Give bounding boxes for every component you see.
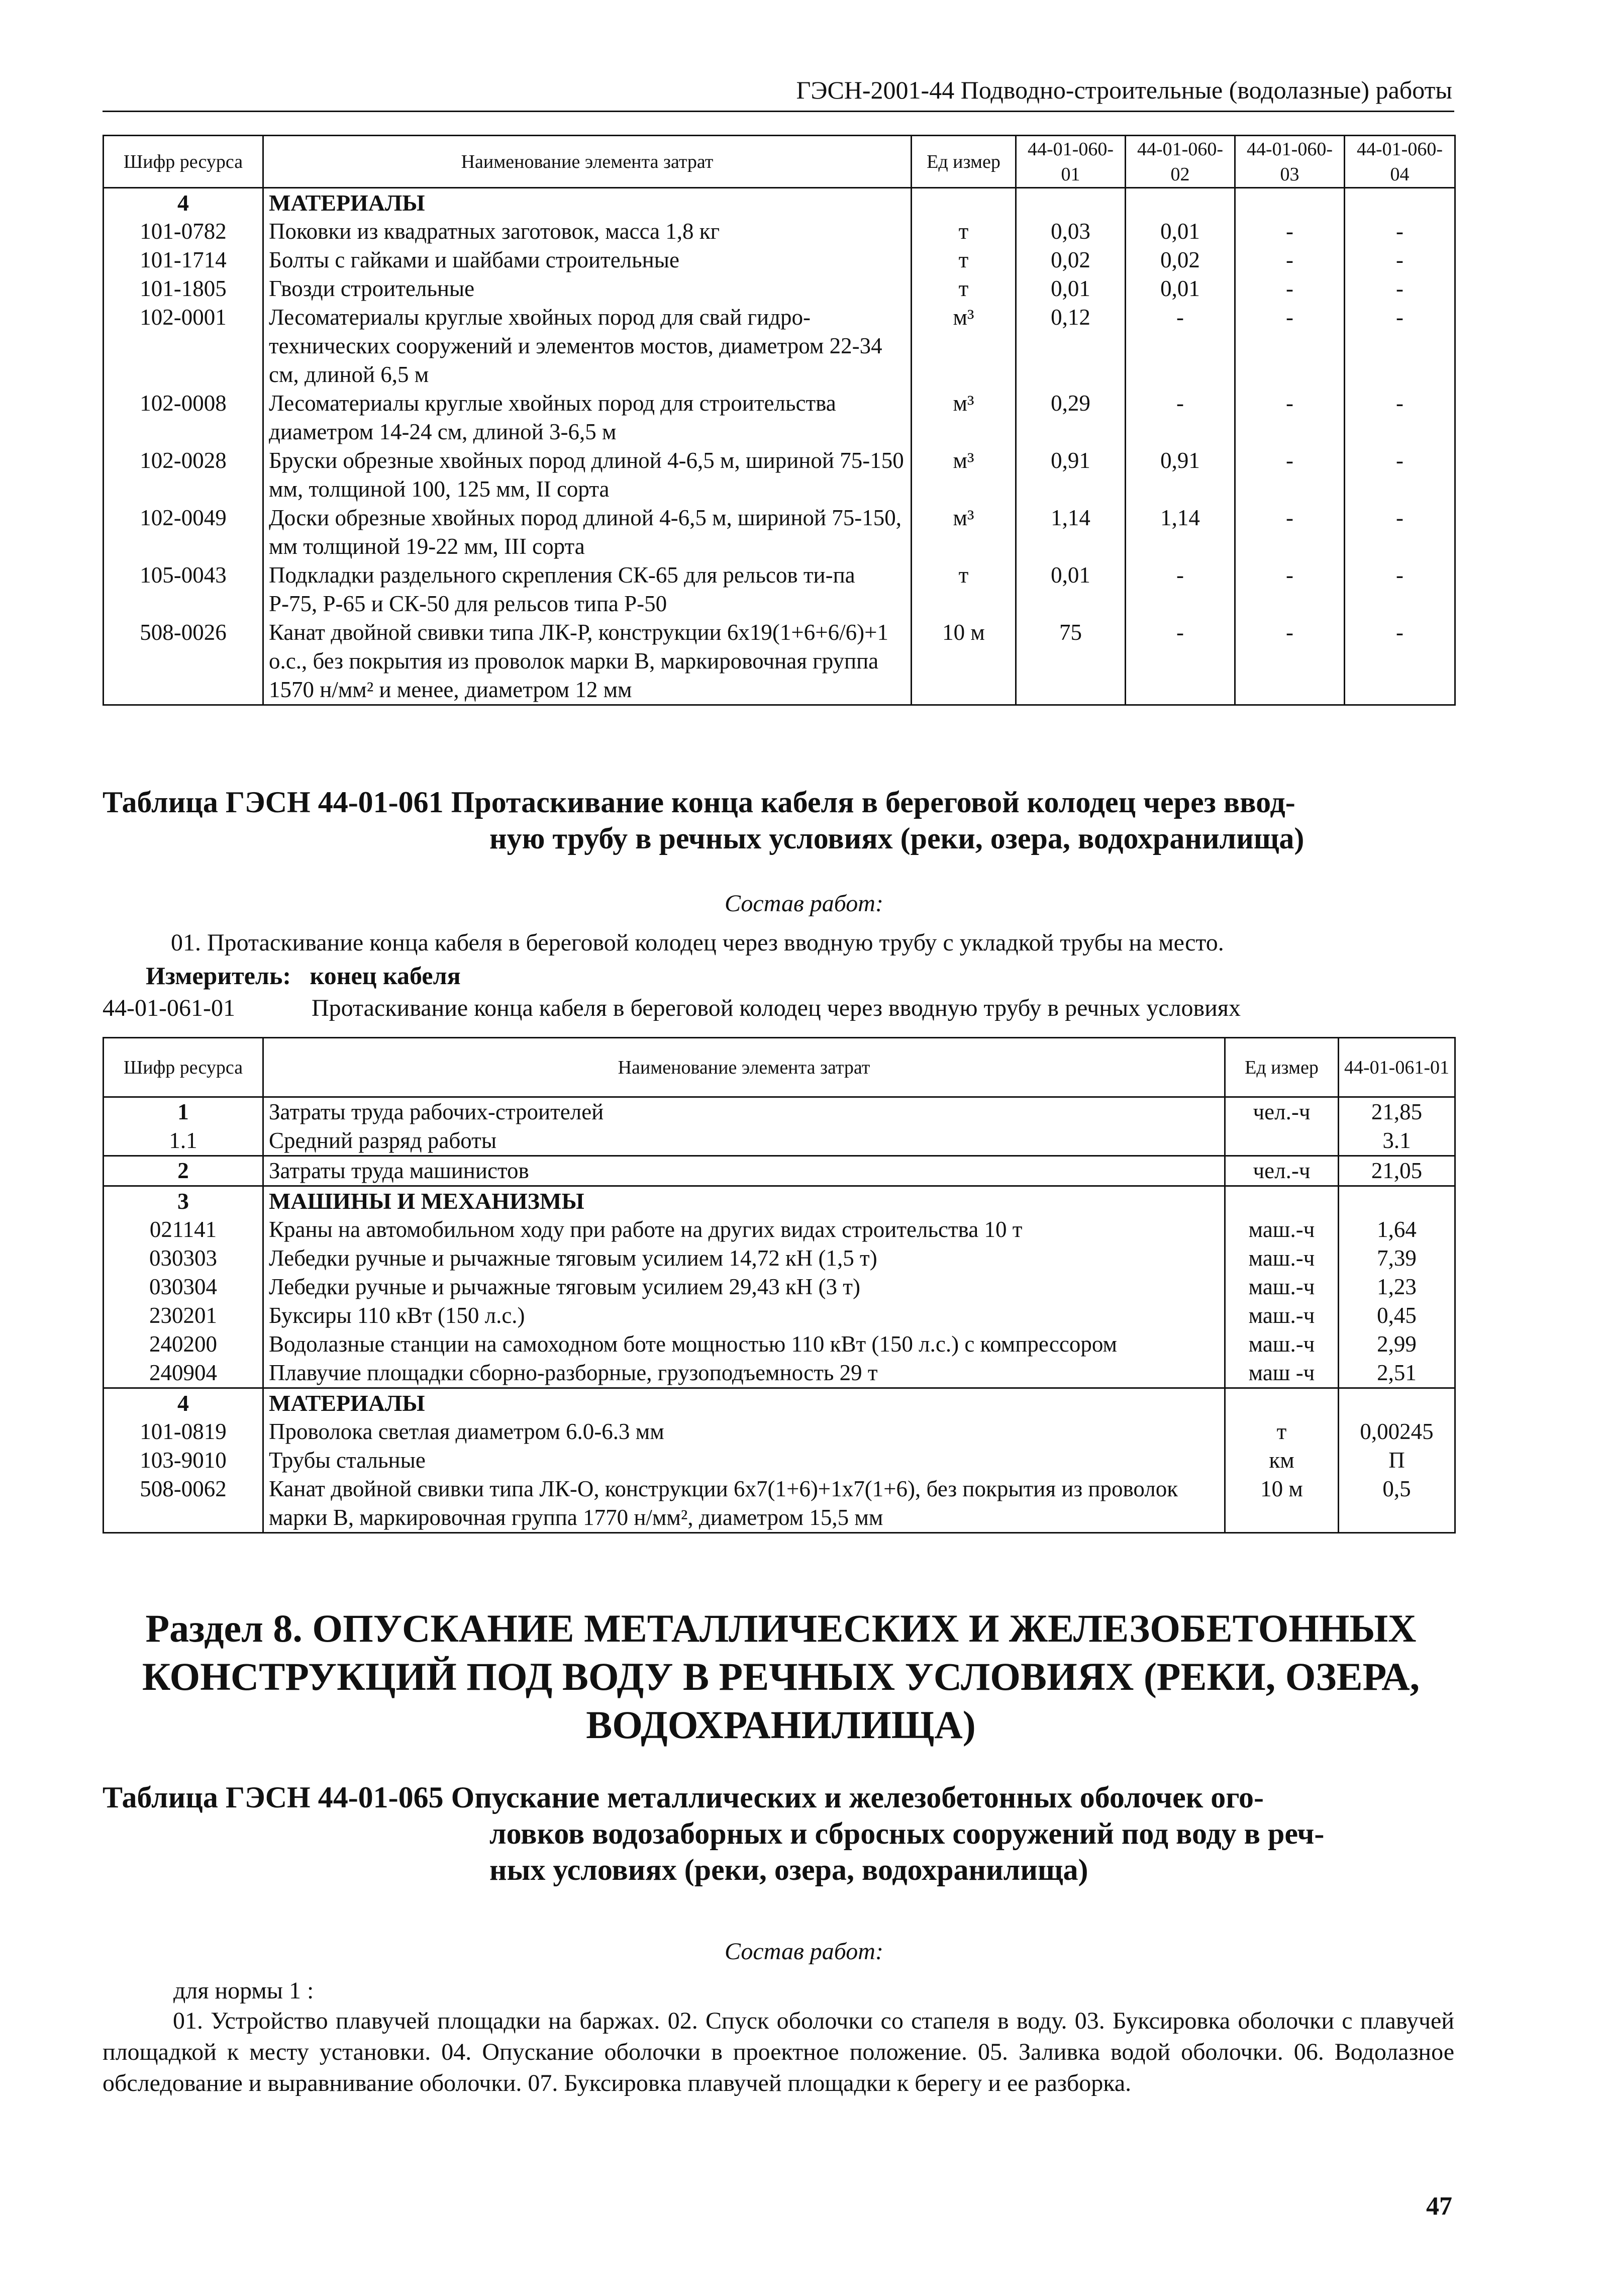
table-row bbox=[104, 1215, 1455, 1244]
table-065-title-line3: ных условиях (реки, озера, водохранилища) bbox=[489, 1853, 1088, 1886]
resource-name: Проволока светлая диаметром 6.0-6.3 мм bbox=[263, 1417, 1225, 1446]
resource-code: 508-0026 bbox=[104, 618, 263, 705]
table-row bbox=[104, 188, 1455, 218]
resource-unit bbox=[1225, 1388, 1339, 1418]
table-row bbox=[104, 618, 1455, 705]
table-065-title-line1: Таблица ГЭСН 44-01-065 Опускание металлических и железобетонных оболочек ого- bbox=[103, 1781, 1264, 1814]
col-header-norm: 44-01-061-01 bbox=[1339, 1038, 1455, 1097]
section-row bbox=[104, 1186, 1455, 1216]
col-header-unit: Ед измер bbox=[912, 136, 1016, 188]
norm-value-2: 0,02 bbox=[1126, 246, 1235, 274]
resource-unit: м³ bbox=[912, 303, 1016, 389]
norm-value-4: - bbox=[1345, 303, 1455, 389]
resource-unit: т bbox=[1225, 1417, 1339, 1446]
table-row bbox=[104, 1446, 1455, 1475]
col-header-norm-4: 44-01-060-04 bbox=[1345, 136, 1455, 188]
resource-name: Доски обрезные хвойных пород длиной 4-6,5 м, шириной 75-150, мм толщиной 19-22 мм, III сорта bbox=[263, 504, 912, 561]
section-8-title-line1: Раздел 8. ОПУСКАНИЕ МЕТАЛЛИЧЕСКИХ И ЖЕЛЕЗОБЕТОННЫХ bbox=[145, 1606, 1417, 1650]
norm-code: 44-01-061-01 bbox=[103, 995, 235, 1021]
norm-value: 0,45 bbox=[1339, 1301, 1455, 1330]
resource-name: Канат двойной свивки типа ЛК-О, конструкции 6х7(1+6)+1х7(1+6), без покрытия из проволок марки В, маркировочная группа 1770 н/мм², диаметром 15,5 мм bbox=[263, 1475, 1225, 1533]
norm-value-1: 0,01 bbox=[1016, 274, 1126, 303]
resource-unit: т bbox=[912, 217, 1016, 246]
table-row bbox=[104, 246, 1455, 274]
norm-value-2: 0,91 bbox=[1126, 446, 1235, 504]
norm-value: 2,99 bbox=[1339, 1330, 1455, 1359]
resource-code: 105-0043 bbox=[104, 561, 263, 618]
meter-value: конец кабеля bbox=[310, 962, 461, 990]
norm-value-2: - bbox=[1126, 618, 1235, 705]
norm-value-3: - bbox=[1235, 217, 1345, 246]
resource-unit: т bbox=[912, 246, 1016, 274]
resource-name: Поковки из квадратных заготовок, масса 1,8 кг bbox=[263, 217, 912, 246]
table-row bbox=[104, 303, 1455, 389]
table-row bbox=[104, 1301, 1455, 1330]
norm-value-1: 0,01 bbox=[1016, 561, 1126, 618]
norm-value: 2,51 bbox=[1339, 1359, 1455, 1388]
norm-value: П bbox=[1339, 1446, 1455, 1475]
resource-unit: чел.-ч bbox=[1225, 1156, 1339, 1186]
table-row bbox=[104, 274, 1455, 303]
resource-name: Средний разряд работы bbox=[263, 1126, 1225, 1156]
resource-code: 101-1714 bbox=[104, 246, 263, 274]
col-header-code: Шифр ресурса bbox=[104, 1038, 263, 1097]
work-item-061: 01. Протаскивание конца кабеля в береговой колодец через вводную трубу с укладкой трубы на место. bbox=[171, 929, 1224, 956]
col-header-norm-3: 44-01-060-03 bbox=[1235, 136, 1345, 188]
resource-name: Затраты труда машинистов bbox=[263, 1156, 1225, 1186]
table-row bbox=[104, 446, 1455, 504]
col-header-norm-2: 44-01-060-02 bbox=[1126, 136, 1235, 188]
running-header: ГЭСН-2001-44 Подводно-строительные (водолазные) работы bbox=[796, 76, 1452, 104]
norm-value-2: - bbox=[1126, 389, 1235, 446]
resource-code: 508-0062 bbox=[104, 1475, 263, 1533]
table-row bbox=[104, 504, 1455, 561]
resource-name: Болты с гайками и шайбами строительные bbox=[263, 246, 912, 274]
section-name: МАТЕРИАЛЫ bbox=[263, 188, 912, 218]
norm-value: 3.1 bbox=[1339, 1126, 1455, 1156]
norm-value-4: - bbox=[1345, 504, 1455, 561]
resource-unit: чел.-ч bbox=[1225, 1097, 1339, 1127]
norm-value-2: 1,14 bbox=[1126, 504, 1235, 561]
col-header-name: Наименование элемента затрат bbox=[263, 1038, 1225, 1097]
resource-unit: м³ bbox=[912, 504, 1016, 561]
resource-code: 1 bbox=[104, 1097, 263, 1127]
table-065-title bbox=[103, 1779, 1459, 1888]
norm-value-3: - bbox=[1235, 389, 1345, 446]
resource-code: 101-0819 bbox=[104, 1417, 263, 1446]
norm-value-1: 0,12 bbox=[1016, 303, 1126, 389]
work-composition-065: 01. Устройство плавучей площадки на баржах. 02. Спуск оболочки со стапеля в воду. 03. Буксировка оболочки с плавучей площадкой к месту установки. 04. Опускание оболочки в проектное положение. 05. Заливка водой оболочки. 06. Водолазное обследование и выравнивание оболочки. 07. Буксировка плавучей площадки к берегу и ее разборка. bbox=[103, 2007, 1454, 2096]
resource-code: 3 bbox=[104, 1186, 263, 1216]
table-row bbox=[104, 1330, 1455, 1359]
resource-name: МАШИНЫ И МЕХАНИЗМЫ bbox=[263, 1186, 1225, 1216]
resource-unit: т bbox=[912, 274, 1016, 303]
table-061-title-line2: ную трубу в речных условиях (реки, озера, водохранилища) bbox=[489, 822, 1305, 855]
resource-code: 240200 bbox=[104, 1330, 263, 1359]
norm-value-3: - bbox=[1235, 446, 1345, 504]
norm-value-1: 0,03 bbox=[1016, 217, 1126, 246]
resource-name: Подкладки раздельного скрепления СК-65 для рельсов ти-па Р-75, Р-65 и СК-50 для рельсов типа Р-50 bbox=[263, 561, 912, 618]
norm-line bbox=[103, 993, 1459, 1024]
resource-name: Лесоматериалы круглые хвойных пород для свай гидро-технических сооружений и элементов мостов, диаметром 22-34 см, длиной 6,5 м bbox=[263, 303, 912, 389]
norm-value-3: - bbox=[1235, 504, 1345, 561]
table-row bbox=[104, 1244, 1455, 1273]
meter-label: Измеритель: bbox=[146, 962, 291, 990]
meter-line bbox=[146, 961, 461, 990]
table-row bbox=[104, 217, 1455, 246]
table-row bbox=[104, 1097, 1455, 1127]
norm-value-2: - bbox=[1126, 303, 1235, 389]
resource-name: МАТЕРИАЛЫ bbox=[263, 1388, 1225, 1418]
norm-value bbox=[1339, 1388, 1455, 1418]
resource-code: 102-0049 bbox=[104, 504, 263, 561]
resource-table-061 bbox=[103, 1037, 1456, 1534]
resource-unit: 10 м bbox=[1225, 1475, 1339, 1533]
norm-value-3: - bbox=[1235, 561, 1345, 618]
resource-unit: маш.-ч bbox=[1225, 1330, 1339, 1359]
norm-value-3: - bbox=[1235, 303, 1345, 389]
resource-code: 101-1805 bbox=[104, 274, 263, 303]
section-8-title-line3: ВОДОХРАНИЛИЩА) bbox=[586, 1703, 976, 1747]
col-header-code: Шифр ресурса bbox=[104, 136, 263, 188]
resource-code: 240904 bbox=[104, 1359, 263, 1388]
col-header-unit: Ед измер bbox=[1225, 1038, 1339, 1097]
norm-value: 1,64 bbox=[1339, 1215, 1455, 1244]
resource-code: 030303 bbox=[104, 1244, 263, 1273]
norm-value-4: - bbox=[1345, 246, 1455, 274]
composition-label-065: Состав работ: bbox=[725, 1938, 883, 1965]
page-number: 47 bbox=[1426, 2192, 1452, 2221]
resource-unit bbox=[1225, 1186, 1339, 1216]
resource-table-060 bbox=[103, 135, 1456, 706]
table-061-title-line1: Таблица ГЭСН 44-01-061 Протаскивание конца кабеля в береговой колодец через ввод- bbox=[103, 786, 1295, 819]
norm-value-4: - bbox=[1345, 389, 1455, 446]
norm-value: 21,85 bbox=[1339, 1097, 1455, 1127]
resource-name: Краны на автомобильном ходу при работе на других видах строительства 10 т bbox=[263, 1215, 1225, 1244]
norm-value-4: - bbox=[1345, 274, 1455, 303]
table-061-title bbox=[103, 784, 1459, 856]
table-row bbox=[104, 1475, 1455, 1533]
table-row bbox=[104, 1126, 1455, 1156]
norm-value-2: 0,01 bbox=[1126, 217, 1235, 246]
table-row bbox=[104, 389, 1455, 446]
resource-unit: км bbox=[1225, 1446, 1339, 1475]
resource-code: 102-0001 bbox=[104, 303, 263, 389]
norm-value-2: 0,01 bbox=[1126, 274, 1235, 303]
resource-unit: м³ bbox=[912, 389, 1016, 446]
resource-name: Лебедки ручные и рычажные тяговым усилием 14,72 кН (1,5 т) bbox=[263, 1244, 1225, 1273]
table-row bbox=[104, 561, 1455, 618]
norm-value-3: - bbox=[1235, 274, 1345, 303]
table-row bbox=[104, 1359, 1455, 1388]
resource-unit: маш.-ч bbox=[1225, 1244, 1339, 1273]
resource-code: 101-0782 bbox=[104, 217, 263, 246]
resource-code: 1.1 bbox=[104, 1126, 263, 1156]
resource-code: 103-9010 bbox=[104, 1446, 263, 1475]
resource-unit: маш.-ч bbox=[1225, 1301, 1339, 1330]
resource-name: Лесоматериалы круглые хвойных пород для строительства диаметром 14-24 см, длиной 3-6,5 м bbox=[263, 389, 912, 446]
resource-unit: 10 м bbox=[912, 618, 1016, 705]
resource-code: 230201 bbox=[104, 1301, 263, 1330]
section-8-title-line2: КОНСТРУКЦИЙ ПОД ВОДУ В РЕЧНЫХ УСЛОВИЯХ (РЕКИ, ОЗЕРА, bbox=[142, 1655, 1420, 1698]
resource-unit: т bbox=[912, 561, 1016, 618]
norm-value: 7,39 bbox=[1339, 1244, 1455, 1273]
col-header-name: Наименование элемента затрат bbox=[263, 136, 912, 188]
resource-code: 4 bbox=[104, 1388, 263, 1418]
norm-value-1: 0,91 bbox=[1016, 446, 1126, 504]
norm-value-3: - bbox=[1235, 618, 1345, 705]
norm-for-label: для нормы 1 : bbox=[173, 1977, 314, 2004]
norm-value-1: 1,14 bbox=[1016, 504, 1126, 561]
table-row bbox=[104, 1156, 1455, 1186]
resource-name: Затраты труда рабочих-строителей bbox=[263, 1097, 1225, 1127]
norm-value-1: 0,29 bbox=[1016, 389, 1126, 446]
resource-unit: м³ bbox=[912, 446, 1016, 504]
table-row bbox=[104, 1417, 1455, 1446]
resource-unit: маш.-ч bbox=[1225, 1215, 1339, 1244]
col-header-norm-1: 44-01-060-01 bbox=[1016, 136, 1126, 188]
resource-code: 021141 bbox=[104, 1215, 263, 1244]
norm-value-4: - bbox=[1345, 217, 1455, 246]
norm-value-4: - bbox=[1345, 561, 1455, 618]
resource-name: Канат двойной свивки типа ЛК-Р, конструкции 6х19(1+6+6/6)+1 о.с., без покрытия из проволок марки В, маркировочная группа 1570 н/мм² и менее, диаметром 12 мм bbox=[263, 618, 912, 705]
norm-value-1: 75 bbox=[1016, 618, 1126, 705]
section-row bbox=[104, 1388, 1455, 1418]
norm-value-2: - bbox=[1126, 561, 1235, 618]
norm-value: 21,05 bbox=[1339, 1156, 1455, 1186]
norm-value-4: - bbox=[1345, 446, 1455, 504]
resource-name: Водолазные станции на самоходном боте мощностью 110 кВт (150 л.с.) с компрессором bbox=[263, 1330, 1225, 1359]
resource-name: Плавучие площадки сборно-разборные, грузоподъемность 29 т bbox=[263, 1359, 1225, 1388]
resource-code: 102-0008 bbox=[104, 389, 263, 446]
resource-code: 102-0028 bbox=[104, 446, 263, 504]
norm-value: 1,23 bbox=[1339, 1273, 1455, 1301]
table-065-title-line2: ловков водозаборных и сбросных сооружений под воду в реч- bbox=[489, 1817, 1325, 1850]
norm-value: 0,00245 bbox=[1339, 1417, 1455, 1446]
resource-name: Буксиры 110 кВт (150 л.с.) bbox=[263, 1301, 1225, 1330]
table-row bbox=[104, 1273, 1455, 1301]
header-rule bbox=[103, 111, 1454, 112]
resource-code: 2 bbox=[104, 1156, 263, 1186]
section-8-title bbox=[103, 1604, 1459, 1749]
norm-value: 0,5 bbox=[1339, 1475, 1455, 1533]
resource-name: Трубы стальные bbox=[263, 1446, 1225, 1475]
resource-code: 030304 bbox=[104, 1273, 263, 1301]
resource-name: Лебедки ручные и рычажные тяговым усилием 29,43 кН (3 т) bbox=[263, 1273, 1225, 1301]
section-code: 4 bbox=[104, 188, 263, 218]
resource-unit: маш.-ч bbox=[1225, 1273, 1339, 1301]
resource-name: Гвозди строительные bbox=[263, 274, 912, 303]
resource-name: Бруски обрезные хвойных пород длиной 4-6,5 м, шириной 75-150 мм, толщиной 100, 125 мм, II сорта bbox=[263, 446, 912, 504]
resource-unit: маш -ч bbox=[1225, 1359, 1339, 1388]
composition-label-061: Состав работ: bbox=[725, 890, 883, 917]
norm-value-3: - bbox=[1235, 246, 1345, 274]
norm-name: Протаскивание конца кабеля в береговой колодец через вводную трубу в речных условиях bbox=[312, 995, 1241, 1021]
norm-value-1: 0,02 bbox=[1016, 246, 1126, 274]
norm-value bbox=[1339, 1186, 1455, 1216]
resource-unit bbox=[1225, 1126, 1339, 1156]
norm-value-4: - bbox=[1345, 618, 1455, 705]
